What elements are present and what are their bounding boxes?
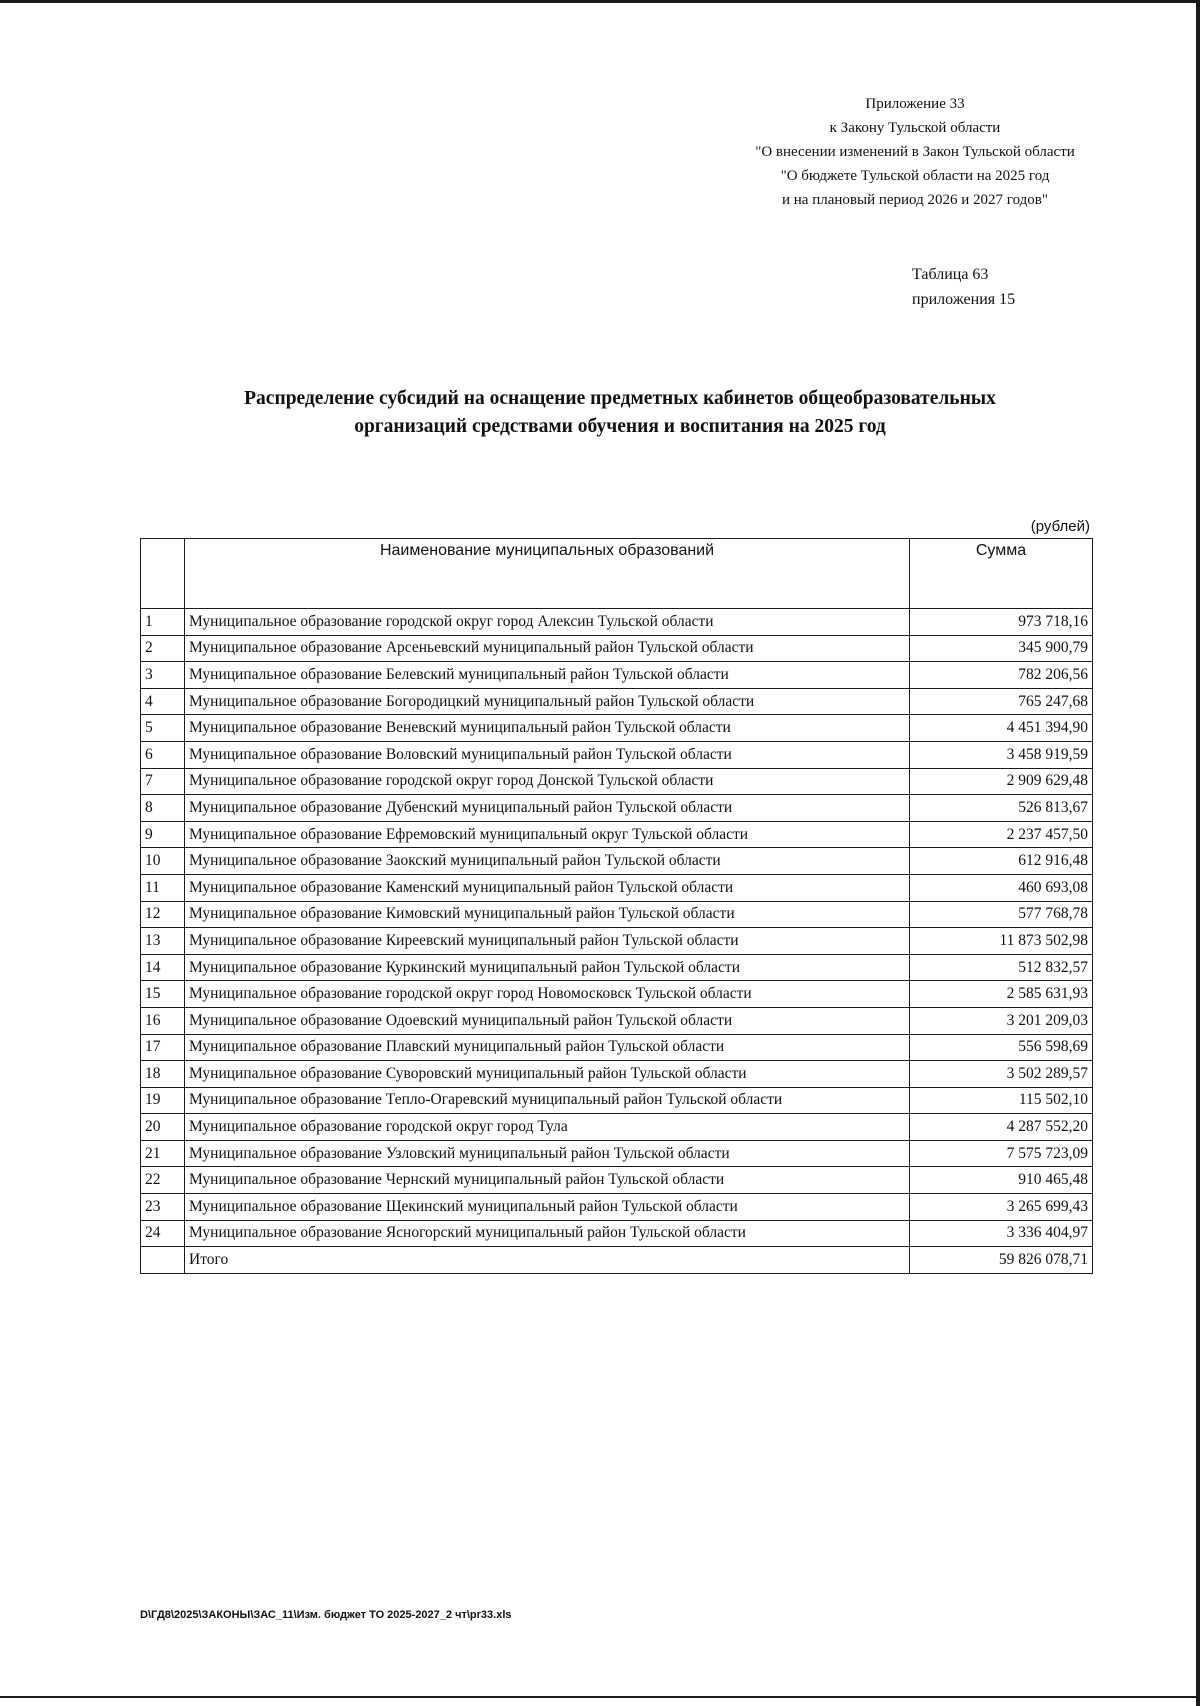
table-row xyxy=(141,688,1093,715)
title-line: Распределение субсидий на оснащение предметных кабинетов общеобразовательных xyxy=(244,388,996,409)
table-row xyxy=(141,768,1093,795)
appendix-line: Приложение 33 xyxy=(865,96,965,112)
row-number: 14 xyxy=(141,954,185,981)
total-num xyxy=(141,1247,185,1274)
table-row xyxy=(141,874,1093,901)
subsidy-amount: 765 247,68 xyxy=(910,688,1093,715)
row-number: 21 xyxy=(141,1140,185,1167)
table-row xyxy=(141,1167,1093,1194)
file-path-footer: D\ГД8\2025\ЗАКОНЫ\ЗАС_11\Изм. бюджет ТО 2025-2027_2 чт\pr33.xls xyxy=(140,1609,512,1621)
subsidy-amount: 460 693,08 xyxy=(910,874,1093,901)
municipality-name: Муниципальное образование Одоевский муниципальный район Тульской области xyxy=(185,1007,910,1034)
row-number: 12 xyxy=(141,901,185,928)
scan-edge-right xyxy=(1196,0,1200,1706)
municipality-name: Муниципальное образование Кимовский муниципальный район Тульской области xyxy=(185,901,910,928)
subsidy-table xyxy=(140,538,1093,1274)
row-number: 20 xyxy=(141,1114,185,1141)
subsidy-amount: 782 206,56 xyxy=(910,662,1093,689)
subsidy-amount: 4 451 394,90 xyxy=(910,715,1093,742)
row-number: 1 xyxy=(141,609,185,636)
municipality-name: Муниципальное образование Дубенский муниципальный район Тульской области xyxy=(185,795,910,822)
subsidy-amount: 4 287 552,20 xyxy=(910,1114,1093,1141)
municipality-name: Муниципальное образование Плавский муниципальный район Тульской области xyxy=(185,1034,910,1061)
table-row xyxy=(141,715,1093,742)
row-number: 13 xyxy=(141,928,185,955)
table-row xyxy=(141,821,1093,848)
row-number: 16 xyxy=(141,1007,185,1034)
header-name: Наименование муниципальных образований xyxy=(185,539,910,609)
municipality-name: Муниципальное образование Суворовский муниципальный район Тульской области xyxy=(185,1061,910,1088)
table-row xyxy=(141,928,1093,955)
subsidy-amount: 7 575 723,09 xyxy=(910,1140,1093,1167)
subsidy-amount: 2 585 631,93 xyxy=(910,981,1093,1008)
appendix-header xyxy=(700,92,1130,212)
appendix-line: к Закону Тульской области xyxy=(829,120,1001,136)
municipality-name: Муниципальное образование Ефремовский муниципальный округ Тульской области xyxy=(185,821,910,848)
row-number: 19 xyxy=(141,1087,185,1114)
table-row xyxy=(141,954,1093,981)
table-reference xyxy=(912,262,1015,312)
row-number: 17 xyxy=(141,1034,185,1061)
subsidy-amount: 2 909 629,48 xyxy=(910,768,1093,795)
subsidy-amount: 612 916,48 xyxy=(910,848,1093,875)
municipality-name: Муниципальное образование Щекинский муниципальный район Тульской области xyxy=(185,1194,910,1221)
subsidy-amount: 3 336 404,97 xyxy=(910,1220,1093,1247)
municipality-name: Муниципальное образование Заокский муниципальный район Тульской области xyxy=(185,848,910,875)
row-number: 8 xyxy=(141,795,185,822)
table-row xyxy=(141,1220,1093,1247)
subsidy-amount: 910 465,48 xyxy=(910,1167,1093,1194)
appendix-line: "О внесении изменений в Закон Тульской области xyxy=(755,144,1075,160)
row-number: 9 xyxy=(141,821,185,848)
table-appendix: приложения 15 xyxy=(912,291,1016,308)
row-number: 7 xyxy=(141,768,185,795)
subsidy-amount: 526 813,67 xyxy=(910,795,1093,822)
subsidy-amount: 11 873 502,98 xyxy=(910,928,1093,955)
row-number: 18 xyxy=(141,1061,185,1088)
municipality-name: Муниципальное образование Чернский муниципальный район Тульской области xyxy=(185,1167,910,1194)
table-row xyxy=(141,1087,1093,1114)
subsidy-amount: 3 201 209,03 xyxy=(910,1007,1093,1034)
scan-edge-top xyxy=(0,0,1200,3)
row-number: 23 xyxy=(141,1194,185,1221)
total-label: Итого xyxy=(185,1247,910,1274)
subsidy-amount: 973 718,16 xyxy=(910,609,1093,636)
table-row xyxy=(141,1061,1093,1088)
table-row xyxy=(141,981,1093,1008)
municipality-name: Муниципальное образование Белевский муниципальный район Тульской области xyxy=(185,662,910,689)
table-row xyxy=(141,1194,1093,1221)
table-row xyxy=(141,1007,1093,1034)
subsidy-amount: 3 502 289,57 xyxy=(910,1061,1093,1088)
header-sum: Сумма xyxy=(910,539,1093,609)
table-row xyxy=(141,662,1093,689)
table-row xyxy=(141,848,1093,875)
subsidy-amount: 512 832,57 xyxy=(910,954,1093,981)
municipality-name: Муниципальное образование Куркинский муниципальный район Тульской области xyxy=(185,954,910,981)
subsidy-amount: 115 502,10 xyxy=(910,1087,1093,1114)
municipality-name: Муниципальное образование Богородицкий муниципальный район Тульской области xyxy=(185,688,910,715)
appendix-line: "О бюджете Тульской области на 2025 год xyxy=(780,168,1050,184)
municipality-name: Муниципальное образование Узловский муниципальный район Тульской области xyxy=(185,1140,910,1167)
row-number: 24 xyxy=(141,1220,185,1247)
row-number: 22 xyxy=(141,1167,185,1194)
municipality-name: Муниципальное образование Веневский муниципальный район Тульской области xyxy=(185,715,910,742)
scan-edge-bottom xyxy=(0,1696,1200,1698)
table-number: Таблица 63 xyxy=(912,266,989,283)
subsidy-amount: 3 265 699,43 xyxy=(910,1194,1093,1221)
header-num xyxy=(141,539,185,609)
table-row xyxy=(141,741,1093,768)
municipality-name: Муниципальное образование Тепло-Огаревский муниципальный район Тульской области xyxy=(185,1087,910,1114)
municipality-name: Муниципальное образование городской округ город Новомосковск Тульской области xyxy=(185,981,910,1008)
row-number: 10 xyxy=(141,848,185,875)
municipality-name: Муниципальное образование Киреевский муниципальный район Тульской области xyxy=(185,928,910,955)
row-number: 4 xyxy=(141,688,185,715)
municipality-name: Муниципальное образование городской округ город Тула xyxy=(185,1114,910,1141)
subsidy-amount: 2 237 457,50 xyxy=(910,821,1093,848)
row-number: 3 xyxy=(141,662,185,689)
table-row xyxy=(141,635,1093,662)
municipality-name: Муниципальное образование городской округ город Донской Тульской области xyxy=(185,768,910,795)
row-number: 15 xyxy=(141,981,185,1008)
subsidy-amount: 3 458 919,59 xyxy=(910,741,1093,768)
row-number: 2 xyxy=(141,635,185,662)
table-row xyxy=(141,795,1093,822)
municipality-name: Муниципальное образование Каменский муниципальный район Тульской области xyxy=(185,874,910,901)
total-sum: 59 826 078,71 xyxy=(910,1247,1093,1274)
municipality-name: Муниципальное образование Воловский муниципальный район Тульской области xyxy=(185,741,910,768)
subsidy-amount: 577 768,78 xyxy=(910,901,1093,928)
row-number: 5 xyxy=(141,715,185,742)
table-row xyxy=(141,1034,1093,1061)
table-row xyxy=(141,1114,1093,1141)
subsidy-amount: 345 900,79 xyxy=(910,635,1093,662)
municipality-name: Муниципальное образование Арсеньевский муниципальный район Тульской области xyxy=(185,635,910,662)
unit-label: (рублей) xyxy=(1030,518,1090,535)
document-title xyxy=(140,385,1100,441)
table-row xyxy=(141,609,1093,636)
total-row xyxy=(141,1247,1093,1274)
municipality-name: Муниципальное образование Ясногорский муниципальный район Тульской области xyxy=(185,1220,910,1247)
title-line: организаций средствами обучения и воспитания на 2025 год xyxy=(354,416,886,437)
subsidy-amount: 556 598,69 xyxy=(910,1034,1093,1061)
table-row xyxy=(141,1140,1093,1167)
row-number: 11 xyxy=(141,874,185,901)
appendix-line: и на плановый период 2026 и 2027 годов" xyxy=(782,192,1048,208)
row-number: 6 xyxy=(141,741,185,768)
municipality-name: Муниципальное образование городской округ город Алексин Тульской области xyxy=(185,609,910,636)
table-header-row xyxy=(141,539,1093,609)
table-row xyxy=(141,901,1093,928)
